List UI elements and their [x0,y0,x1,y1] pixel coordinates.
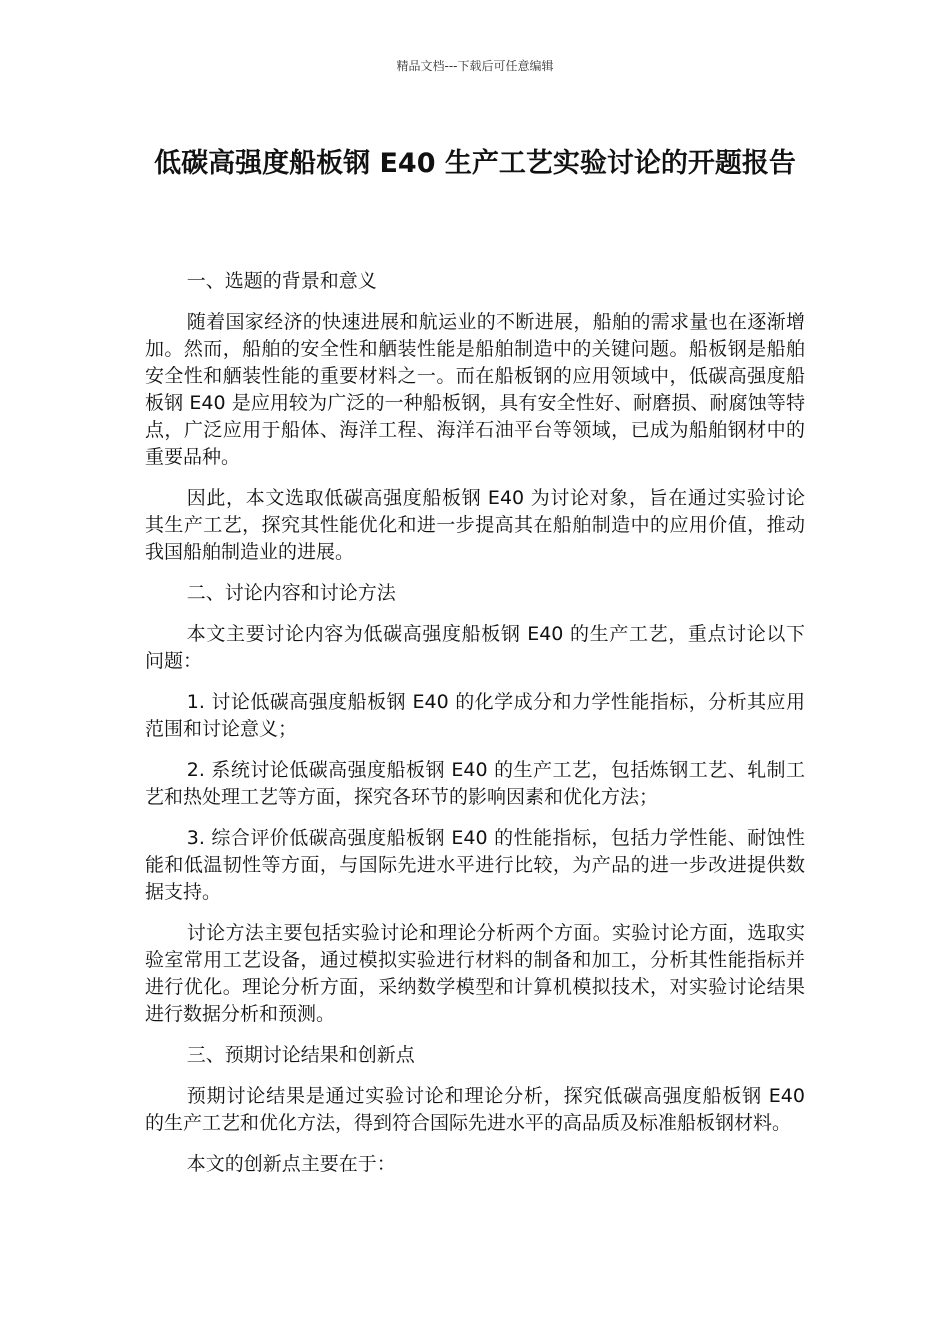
header-note: 精品文档---下载后可任意编辑 [396,59,554,73]
section-heading-results: 三、预期讨论结果和创新点 [186,1044,415,1066]
document-title: 低碳高强度船板钢 E40 生产工艺实验讨论的开题报告 [154,148,796,179]
paragraph-background-2: 因此，本文选取低碳高强度船板钢 E40 为讨论对象，旨在通过实验讨论其生产工艺，探究其性能优化和进一步提高其在船舶制造中的应用价值，推动我国船舶制造业的进展。 [145,487,805,563]
list-item-2: 2. 系统讨论低碳高强度船板钢 E40 的生产工艺，包括炼钢工艺、轧制工艺和热处理工艺等方面，探究各环节的影响因素和优化方法； [145,759,805,808]
paragraph-method: 讨论方法主要包括实验讨论和理论分析两个方面。实验讨论方面，选取实验室常用工艺设备，通过模拟实验进行材料的制备和加工，分析其性能指标并进行优化。理论分析方面，采纳数学模型和计算机模拟技术，对实验讨论结果进行数据分析和预测。 [145,922,805,1025]
paragraph-background-1: 随着国家经济的快速进展和航运业的不断进展，船舶的需求量也在逐渐增加。然而，船舶的安全性和舾装性能是船舶制造中的关键问题。船板钢是船舶安全性和舾装性能的重要材料之一。而在船板钢的应用领域中，低碳高强度船板钢 E40 是应用较为广泛的一种船板钢，具有安全性好、耐磨损、耐腐蚀等特点，广泛应用于船体、海洋工程、海洋石油平台等领域，已成为船舶钢材中的重要品种。 [145,311,805,468]
section-heading-background: 一、选题的背景和意义 [186,270,377,292]
paragraph-innovation: 本文的创新点主要在于： [186,1153,396,1175]
section-heading-content-method: 二、讨论内容和讨论方法 [186,582,396,604]
document-body [145,268,805,1192]
list-item-1: 1. 讨论低碳高强度船板钢 E40 的化学成分和力学性能指标，分析其应用范围和讨论意义； [145,691,805,740]
list-item-3: 3. 综合评价低碳高强度船板钢 E40 的性能指标，包括力学性能、耐蚀性能和低温韧性等方面，与国际先进水平进行比较，为产品的进一步改进提供数据支持。 [145,827,805,903]
paragraph-results: 预期讨论结果是通过实验讨论和理论分析，探究低碳高强度船板钢 E40 的生产工艺和优化方法，得到符合国际先进水平的高品质及标准船板钢材料。 [145,1085,805,1134]
paragraph-content-intro: 本文主要讨论内容为低碳高强度船板钢 E40 的生产工艺，重点讨论以下问题： [145,623,805,672]
